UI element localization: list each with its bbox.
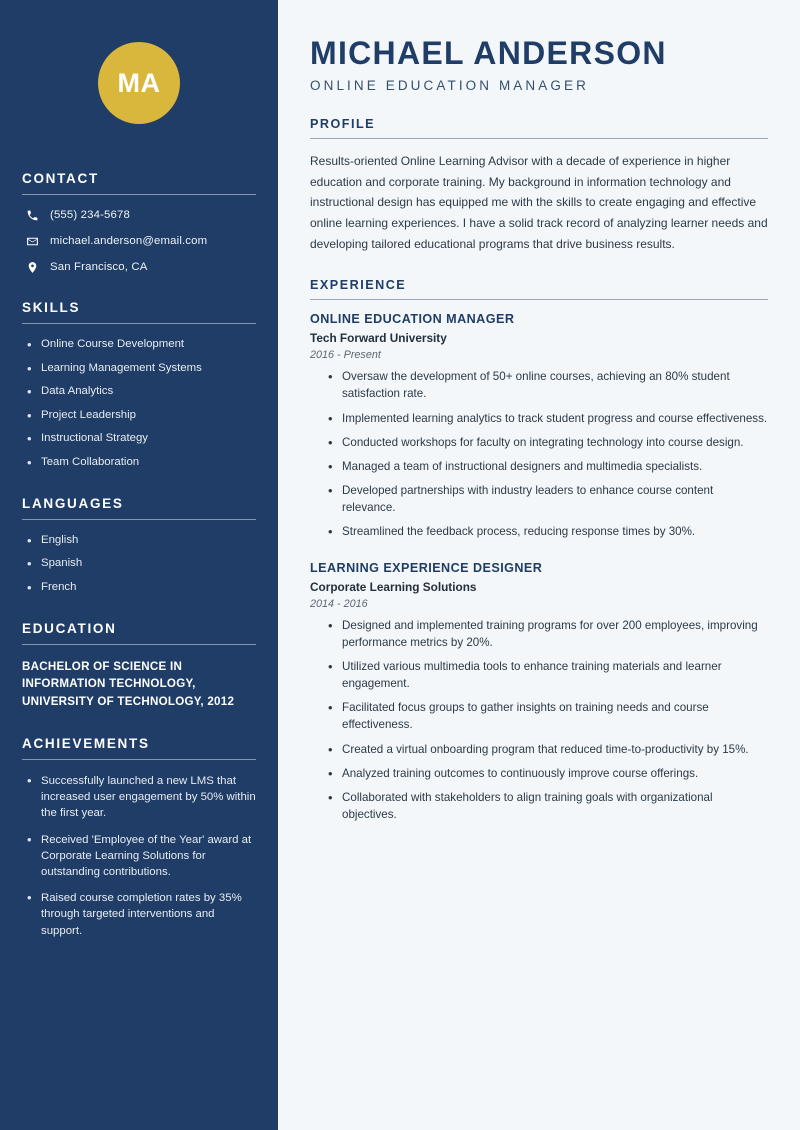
list-item: • Conducted workshops for faculty on integrating technology into course design. <box>328 434 768 451</box>
experience-dates: 2016 - Present <box>310 349 381 362</box>
list-item: • Oversaw the development of 50+ online courses, achieving an 80% student satisfaction rate. <box>328 368 768 402</box>
email-icon <box>25 234 39 248</box>
education-entry <box>22 658 256 710</box>
list-item: • Team Collaboration <box>25 455 256 470</box>
languages-section <box>22 496 256 595</box>
contact-section <box>22 171 256 274</box>
profile-text: Results-oriented Online Learning Advisor with a decade of experience in higher education and corporate training. My background in information technology and instructional design has equipped me with the skills to create engaging and effective online learning experiences. I have a solid track record of analyzing learner needs and developing tailored educational programs that drive business results. <box>310 154 768 251</box>
languages-section-title: LANGUAGES <box>22 495 124 511</box>
education-section-divider <box>22 644 256 645</box>
experience-section <box>310 278 768 823</box>
contact-item-email[interactable] <box>22 234 256 248</box>
achievements-list <box>22 773 256 939</box>
avatar: MA <box>98 42 180 124</box>
list-item: • English <box>25 533 256 548</box>
list-item: • Spanish <box>25 556 256 571</box>
list-item: • Analyzed training outcomes to continuously improve course offerings. <box>328 765 768 782</box>
list-item: • French <box>25 580 256 595</box>
education-degree-line: BACHELOR OF SCIENCE IN <box>22 659 183 673</box>
list-item: • Received 'Employee of the Year' award at Corporate Learning Solutions for outstanding contributions. <box>25 832 256 881</box>
list-item: • Facilitated focus groups to gather insights on training needs and course effectiveness. <box>328 699 768 733</box>
achievements-section <box>22 736 256 939</box>
skills-section <box>22 300 256 470</box>
profile-section-divider <box>310 138 768 139</box>
skills-section-title: SKILLS <box>22 300 81 315</box>
education-field-line: INFORMATION TECHNOLOGY, <box>22 677 196 691</box>
list-item: • Raised course completion rates by 35% through targeted interventions and support. <box>25 890 256 939</box>
list-item: • Utilized various multimedia tools to enhance training materials and learner engagement. <box>328 658 768 692</box>
education-institution-line: UNIVERSITY OF TECHNOLOGY, 2012 <box>22 694 235 708</box>
phone-icon <box>25 208 39 222</box>
contact-item-phone[interactable] <box>22 208 256 222</box>
experience-bullets <box>310 368 768 540</box>
languages-section-divider <box>22 519 256 520</box>
experience-entry <box>310 312 768 540</box>
contact-section-title: CONTACT <box>22 171 99 186</box>
list-item: • Collaborated with stakeholders to align training goals with organizational objectives. <box>328 789 768 823</box>
skills-list <box>22 337 256 470</box>
experience-job-title: LEARNING EXPERIENCE DESIGNER <box>310 560 543 575</box>
main-content <box>278 0 800 1130</box>
list-item: • Streamlined the feedback process, reducing response times by 30%. <box>328 523 768 540</box>
contact-phone-value: (555) 234-5678 <box>50 209 130 221</box>
location-pin-icon <box>25 260 39 274</box>
experience-bullets <box>310 617 768 824</box>
experience-entry <box>310 561 768 824</box>
achievements-section-title: ACHIEVEMENTS <box>22 736 150 752</box>
profile-section <box>310 117 768 254</box>
experience-job-title: ONLINE EDUCATION MANAGER <box>310 312 515 327</box>
experience-dates: 2014 - 2016 <box>310 597 368 610</box>
experience-section-divider <box>310 299 768 300</box>
list-item: • Developed partnerships with industry leaders to enhance course content relevance. <box>328 482 768 516</box>
contact-item-location[interactable] <box>22 260 256 274</box>
experience-company: Tech Forward University <box>310 331 447 346</box>
contact-section-divider <box>22 194 256 195</box>
list-item: • Data Analytics <box>25 384 256 399</box>
list-item: • Managed a team of instructional designers and multimedia specialists. <box>328 458 768 475</box>
list-item: • Instructional Strategy <box>25 431 256 446</box>
languages-list <box>22 533 256 595</box>
list-item: • Implemented learning analytics to track student progress and course effectiveness. <box>328 410 768 427</box>
sidebar <box>0 0 278 1130</box>
skills-section-divider <box>22 323 256 324</box>
list-item: • Successfully launched a new LMS that increased user engagement by 50% within the first year. <box>25 773 256 822</box>
achievements-section-divider <box>22 759 256 760</box>
education-section <box>22 621 256 710</box>
avatar-container <box>22 0 256 124</box>
experience-company: Corporate Learning Solutions <box>310 579 477 594</box>
list-item: • Project Leadership <box>25 408 256 423</box>
contact-email-value: michael.anderson@email.com <box>50 235 208 247</box>
job-role-subtitle: ONLINE EDUCATION MANAGER <box>310 78 589 94</box>
list-item: • Created a virtual onboarding program that reduced time-to-productivity by 15%. <box>328 741 768 758</box>
profile-section-title: PROFILE <box>310 117 376 132</box>
list-item: • Online Course Development <box>25 337 256 352</box>
list-item: • Designed and implemented training programs for over 200 employees, improving performance metrics by 20%. <box>328 617 768 651</box>
education-section-title: EDUCATION <box>22 620 117 636</box>
page-title: MICHAEL ANDERSON <box>310 35 667 71</box>
experience-section-title: EXPERIENCE <box>310 278 407 293</box>
list-item: • Learning Management Systems <box>25 361 256 376</box>
contact-location-value: San Francisco, CA <box>50 261 148 273</box>
